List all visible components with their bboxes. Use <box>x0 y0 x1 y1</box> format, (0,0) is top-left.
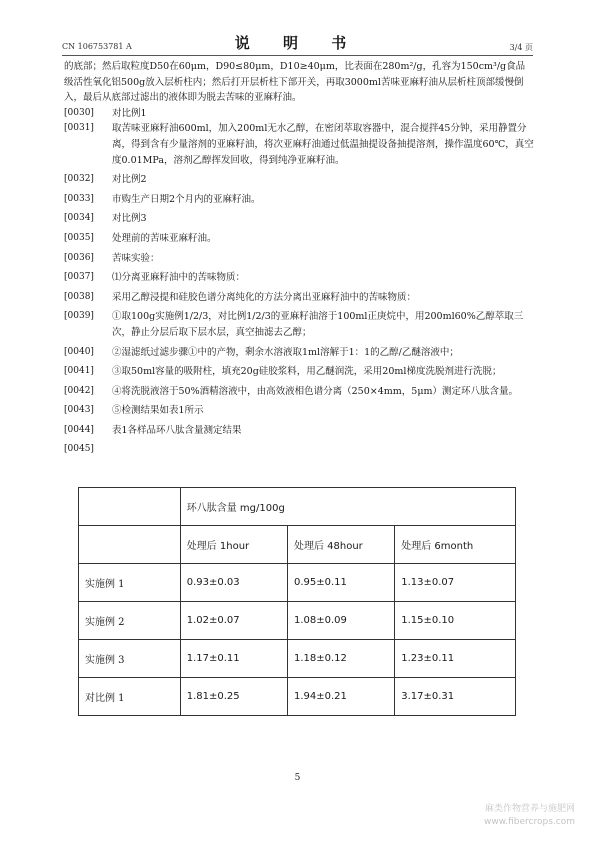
table-cell: 1.02±0.07 <box>180 602 287 640</box>
intro-paragraph: 的底部；然后取粒度D50在60μm，D90≤80μm，D10≥40μm，比表面在280m²/g，孔容为150cm³/g食品级活性氧化铝500g放入层析柱内；然后打开层析柱下部开关，再取3000ml苦味亚麻籽油从层析柱顶部缓慢倒入，最后从底部过滤出的液体即为脱去苦味的亚麻籽油。 <box>64 61 526 104</box>
patent-number: CN 106753781 A <box>62 42 132 51</box>
paragraph-number: [0031] <box>64 123 94 134</box>
paragraph-0042 <box>64 384 534 400</box>
paragraph-0041 <box>64 364 534 380</box>
table-title: 环八肽含量 mg/100g <box>180 488 515 526</box>
table-cell: 0.95±0.11 <box>287 564 394 602</box>
paragraph-text: ②湿滤纸过滤步骤①中的产物，剩余水溶液取1ml溶解于1：1的乙醇/乙醚溶液中； <box>112 346 459 358</box>
watermark-site-name: 麻类作物营养与施肥网 <box>484 804 575 814</box>
table-cell: 1.13±0.07 <box>395 564 516 602</box>
site-watermark <box>484 803 575 829</box>
paragraph-0036 <box>64 251 534 267</box>
paragraph-number: [0040] <box>64 346 94 357</box>
paragraph-text: 对比例2 <box>112 174 147 186</box>
paragraph-text: 对比例3 <box>112 213 147 225</box>
paragraph-number: [0037] <box>64 272 94 283</box>
paragraph-number: [0033] <box>64 193 94 204</box>
table-cell: 1.18±0.12 <box>287 640 394 678</box>
paragraph-0038 <box>64 290 534 306</box>
column-header: 处理后 1hour <box>180 526 287 564</box>
table-cell: 1.81±0.25 <box>180 678 287 716</box>
paragraph-number: [0044] <box>64 424 94 435</box>
paragraph-text: ①取100g实施例1/2/3，对比例1/2/3的亚麻籽油溶于100ml正庚烷中，用200ml60%乙醇萃取三次，静止分层后取下层水层，真空抽滤去乙醇； <box>112 311 524 338</box>
table-cell: 1.17±0.11 <box>180 640 287 678</box>
table-cell: 1.94±0.21 <box>287 678 394 716</box>
paragraph-0040 <box>64 345 534 361</box>
paragraph-number: [0042] <box>64 385 94 396</box>
table-cell: 3.17±0.31 <box>395 678 516 716</box>
paragraph-text: 处理前的苦味亚麻籽油。 <box>112 232 217 244</box>
paragraph-text: 表1各样品环八肽含量测定结果 <box>112 424 242 436</box>
paragraph-number: [0041] <box>64 366 94 377</box>
table-row <box>79 640 516 678</box>
table-header-row <box>79 526 516 564</box>
table-row <box>79 678 516 716</box>
paragraph-text: ③取50ml容量的吸附柱，填充20g硅胶浆料，用乙醚润洗，采用20ml梯度洗脱剂进行洗脱； <box>112 366 502 378</box>
paragraph-text: 取苦味亚麻籽油600ml，加入200ml无水乙醇，在密闭萃取容器中，混合搅拌45分钟，采用静置分离，得到含有少量溶剂的亚麻籽油，将次亚麻籽油通过低温抽提设备抽提溶剂，操作温度60℃，真空度0.01MPa，溶剂乙醇挥发回收，得到纯净亚麻籽油。 <box>112 123 534 166</box>
paragraph-number: [0038] <box>64 291 94 302</box>
paragraph-0037 <box>64 270 534 286</box>
paragraph-0044 <box>64 423 534 439</box>
table-cell: 1.23±0.11 <box>395 640 516 678</box>
paragraph-number: [0035] <box>64 232 94 243</box>
paragraph-0039 <box>64 309 534 340</box>
document-body <box>64 59 534 455</box>
paragraph-text: ④将洗脱液溶于50%酒精溶液中，由高效液相色谱分离（250×4mm，5μm）测定环八肽含量。 <box>112 385 518 397</box>
paragraph-text: ⑤检测结果如表1所示 <box>112 405 204 417</box>
paragraph-number: [0030] <box>64 107 94 118</box>
paragraph-number: [0043] <box>64 405 94 416</box>
paragraph-number: [0036] <box>64 252 94 263</box>
column-header: 处理后 6month <box>395 526 516 564</box>
page-number: 5 <box>294 773 301 783</box>
row-label: 实施例 2 <box>79 602 181 640</box>
table-header-empty <box>79 526 181 564</box>
table-row <box>79 602 516 640</box>
table-cell: 1.08±0.09 <box>287 602 394 640</box>
table-cell: 1.15±0.10 <box>395 602 516 640</box>
paragraph-number: [0045] <box>64 444 94 455</box>
document-title: 说 明 书 <box>234 34 361 52</box>
row-label: 对比例 1 <box>79 678 181 716</box>
row-label: 实施例 3 <box>79 640 181 678</box>
results-table <box>78 487 516 716</box>
table-title-row <box>79 488 516 526</box>
paragraph-0031 <box>64 121 534 168</box>
column-header: 处理后 48hour <box>287 526 394 564</box>
header-divider <box>62 55 533 56</box>
table-row <box>79 564 516 602</box>
paragraph-text: ⑴分离亚麻籽油中的苦味物质： <box>112 272 246 284</box>
row-label: 实施例 1 <box>79 564 181 602</box>
paragraph-text: 市购生产日期2个月内的亚麻籽油。 <box>112 193 261 205</box>
page-of-indicator: 3/4 页 <box>509 43 533 52</box>
paragraph-number: [0039] <box>64 311 94 322</box>
paragraph-0030 <box>64 106 534 122</box>
paragraph-text: 采用乙醇浸提和硅胶色谱分离纯化的方法分离出亚麻籽油中的苦味物质： <box>112 291 417 303</box>
paragraph-number: [0032] <box>64 174 94 185</box>
paragraph-0032 <box>64 172 534 188</box>
paragraph-text: 对比例1 <box>112 107 147 119</box>
paragraph-number: [0034] <box>64 213 94 224</box>
paragraph-0035 <box>64 231 534 247</box>
paragraph-0033 <box>64 192 534 208</box>
paragraph-0043 <box>64 403 534 419</box>
table-cell: 0.93±0.03 <box>180 564 287 602</box>
table-corner-cell <box>79 488 181 526</box>
paragraph-text: 苦味实验： <box>112 252 160 264</box>
page-header <box>62 28 533 52</box>
paragraph-0034 <box>64 211 534 227</box>
watermark-url: www.fibercrops.com <box>484 817 575 827</box>
